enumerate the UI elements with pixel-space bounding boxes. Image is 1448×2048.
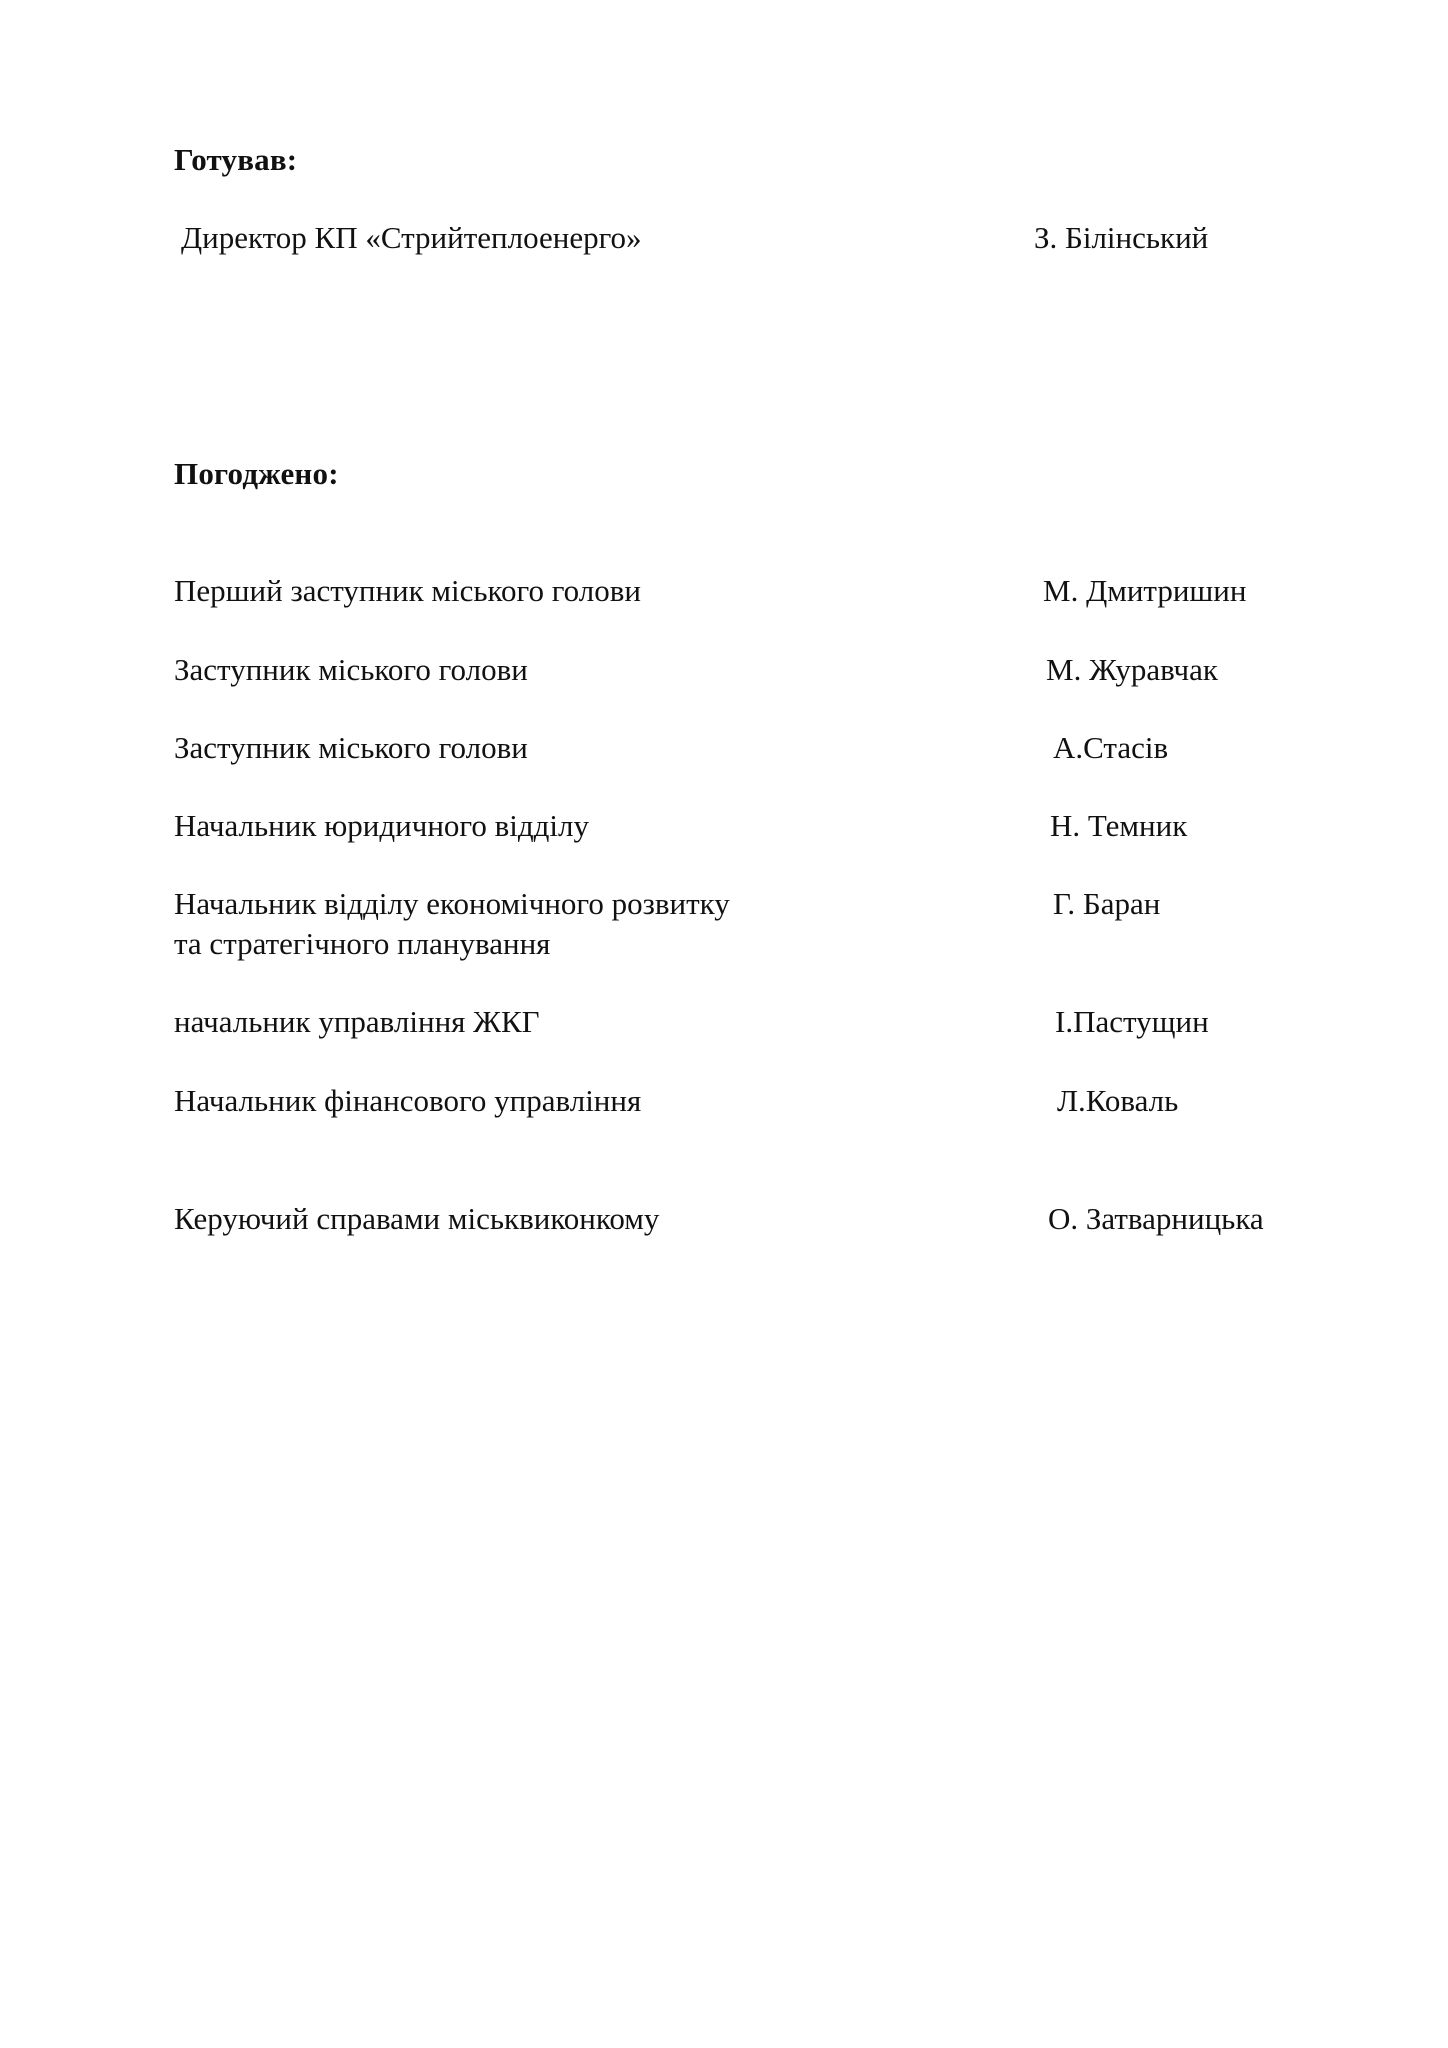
approval-position: Заступник міського голови (174, 730, 528, 765)
approval-name: І.Пастущин (1055, 1004, 1209, 1039)
approval-name: М. Журавчак (1046, 652, 1218, 687)
prepared-heading: Готував: (174, 142, 298, 177)
approval-position: Керуючий справами міськвиконкому (174, 1201, 660, 1236)
approval-position: начальник управління ЖКГ (174, 1004, 540, 1039)
prepared-name: З. Білінський (1034, 220, 1209, 255)
approved-heading: Погоджено: (174, 456, 339, 491)
approval-name: Л.Коваль (1057, 1083, 1179, 1118)
approval-name: Г. Баран (1053, 886, 1161, 921)
approval-position: Заступник міського голови (174, 652, 528, 687)
approval-position: Начальник юридичного відділу (174, 808, 589, 843)
approval-position: Перший заступник міського голови (174, 573, 641, 608)
approval-name: А.Стасів (1053, 730, 1169, 765)
approval-position-line2: та стратегічного планування (174, 926, 551, 961)
approval-name: Н. Темник (1050, 808, 1188, 843)
prepared-position: Директор КП «Стрийтеплоенерго» (181, 220, 642, 255)
approval-position: Начальник фінансового управління (174, 1083, 642, 1118)
approval-name: М. Дмитришин (1043, 573, 1247, 608)
approval-name: О. Затварницька (1048, 1201, 1264, 1236)
approval-position: Начальник відділу економічного розвитку (174, 886, 730, 921)
